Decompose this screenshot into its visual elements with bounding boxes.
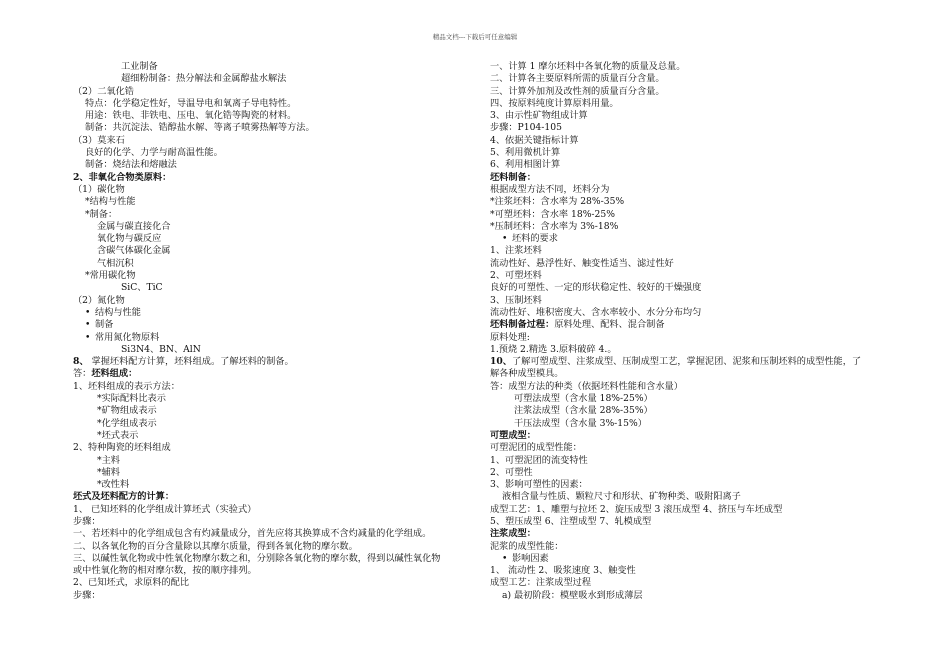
left_lines-text: 结构与性能 — [95, 306, 141, 318]
right_lines-line — [490, 295, 900, 307]
left_lines-text: 1、坯料组成的表示方法： — [73, 380, 180, 392]
left_lines-line — [73, 110, 493, 122]
right_lines-text: 3、影响可塑性的因素： — [490, 479, 588, 491]
right_lines-line — [490, 344, 900, 356]
right_lines-line — [490, 381, 900, 393]
right_lines-text: 答：成型方法的种类（依据坯料性能和含水量） — [490, 380, 683, 392]
right_lines-text: 1、注浆坯料 — [490, 245, 542, 257]
right_lines-line — [490, 467, 900, 479]
bullet-icon: • — [85, 331, 91, 343]
left_lines-text: 三、以碱性氧化物或中性氧化物摩尔数之和，分别除各氧化物的摩尔数，得到以碱性氧化物 — [73, 552, 441, 564]
right_lines-text: 液相含量与性质、颗粒尺寸和形状、矿物种类、吸附阳离子 — [502, 491, 741, 503]
left_lines-text: （1）碳化物 — [73, 183, 125, 195]
left_lines-text: *制备： — [85, 208, 118, 220]
right_lines-line — [490, 516, 900, 528]
left_lines-text: *辅料 — [97, 466, 120, 478]
left_lines-line — [73, 159, 493, 171]
right_lines-line — [490, 356, 900, 368]
left_lines-line — [73, 172, 493, 184]
right_lines-text: 解各种成型模具。 — [490, 368, 564, 380]
left_lines-text: 1、 已知坯料的化学组成计算坯式（实验式） — [73, 503, 257, 515]
left_lines-line — [73, 590, 493, 602]
right_lines-text: 影响因素 — [512, 552, 549, 564]
right_lines-line — [490, 442, 900, 454]
right_lines-line — [490, 565, 900, 577]
right_lines-text: 注浆成型： — [490, 528, 536, 540]
left_lines-line — [73, 196, 493, 208]
right_lines-line — [490, 393, 900, 405]
right_lines-text: 2、可塑性 — [490, 466, 533, 478]
left_lines-line — [73, 565, 493, 577]
left_lines-line — [73, 479, 493, 491]
left_lines-line — [73, 319, 493, 331]
bullet-icon: • — [85, 319, 91, 331]
left_lines-line — [73, 577, 493, 589]
left_lines-line — [73, 258, 493, 270]
bullet-icon: • — [502, 552, 508, 564]
left_lines-text: 常用氮化物原料 — [95, 331, 160, 343]
right_lines-text: 1、可塑泥团的流变特性 — [490, 454, 588, 466]
left_lines-line — [73, 467, 493, 479]
left_lines-line — [73, 491, 493, 503]
left_lines-text: （2）氮化物 — [73, 294, 125, 306]
left_lines-line — [73, 504, 493, 516]
left_lines-text: 2、已知坯式，求原料的配比 — [73, 577, 190, 589]
left_lines-text: *结构与性能 — [85, 196, 136, 208]
right_lines-line — [490, 528, 900, 540]
right_lines-text: 10、了解可塑成型、注浆成型、压制成型工艺，掌握泥团、泥浆和压制坯料的成型性能，了 — [490, 356, 862, 368]
left_lines-text: *矿物组成表示 — [97, 405, 157, 417]
left_lines-line — [73, 418, 493, 430]
left_lines-line — [73, 98, 493, 110]
right_lines-text: a) 最初阶段：模壁吸水到形成薄层 — [502, 589, 643, 601]
right_lines-text: 2、可塑坯料 — [490, 270, 542, 282]
page-header: 精品文档---下载后可任意编辑 — [432, 33, 518, 41]
right_lines-line — [490, 491, 900, 503]
right_lines-line — [490, 221, 900, 233]
right_lines-text: 1、 流动性 2、吸浆速度 3、触变性 — [490, 565, 636, 577]
left_lines-text: Si3N4、BN、AlN — [121, 343, 201, 355]
left_lines-text: 一、若坯料中的化学组成包含有灼减量成分，首先应将其换算成不含灼减量的化学组成。 — [73, 528, 432, 540]
right_lines-text: *压制坯料：含水率为 3%-18% — [490, 220, 619, 232]
left_lines-line — [73, 122, 493, 134]
right-column — [490, 61, 900, 602]
left_lines-text: 制备 — [95, 319, 114, 331]
left_lines-line — [73, 209, 493, 221]
bullet-icon: • — [502, 233, 508, 245]
right_lines-text: 步骤：P104-105 — [490, 122, 562, 134]
left_lines-line — [73, 553, 493, 565]
left_lines-text: *坯式表示 — [97, 429, 139, 441]
right_lines-line — [490, 307, 900, 319]
left_lines-text: 含碳气体碳化金属 — [97, 245, 171, 257]
left_lines-text: 良好的化学、力学与耐高温性能。 — [85, 147, 223, 159]
left_lines-line — [73, 430, 493, 442]
left_lines-line — [73, 332, 493, 344]
right_lines-line — [490, 98, 900, 110]
left_lines-line — [73, 307, 493, 319]
left_lines-line — [73, 516, 493, 528]
right_lines-text: 5、利用微机计算 — [490, 147, 561, 159]
right_lines-line — [490, 245, 900, 257]
right_lines-line — [490, 135, 900, 147]
right_lines-line — [490, 61, 900, 73]
right_lines-line — [490, 541, 900, 553]
right_lines-text: 注浆法成型（含水量 28%-35%） — [514, 405, 653, 417]
right_lines-line — [490, 184, 900, 196]
left_lines-text: 或中性氧化物的相对摩尔数，按的顺序排列。 — [73, 565, 257, 577]
right_lines-line — [490, 504, 900, 516]
left_lines-line — [73, 184, 493, 196]
left_lines-line — [73, 528, 493, 540]
left_lines-text: 特点：化学稳定性好，导温导电和氧离子导电特性。 — [85, 97, 297, 109]
left-column — [73, 61, 493, 602]
right_lines-line — [490, 405, 900, 417]
right_lines-text: 可塑成型： — [490, 429, 536, 441]
right_lines-text: 三、计算外加剂及改性剂的质量百分含量。 — [490, 85, 665, 97]
left_lines-line — [73, 233, 493, 245]
right_lines-text: *可塑坯料：含水率 18%-25% — [490, 208, 615, 220]
right_lines-line — [490, 122, 900, 134]
right_lines-line — [490, 479, 900, 491]
left_lines-line — [73, 455, 493, 467]
right_lines-text: 坯料的要求 — [512, 233, 558, 245]
left_lines-text: SiC、TiC — [121, 282, 163, 294]
right_lines-line — [490, 172, 900, 184]
left_lines-line — [73, 86, 493, 98]
left_lines-line — [73, 61, 493, 73]
left_lines-line — [73, 442, 493, 454]
right_lines-text: 可塑泥团的成型性能： — [490, 442, 582, 454]
right_lines-text: 1.预烧 2.精选 3.原料破碎 4.。 — [490, 343, 617, 355]
right_lines-text: 泥浆的成型性能： — [490, 540, 564, 552]
left_lines-text: 气相沉积 — [97, 257, 134, 269]
left_lines-text: 2、特种陶瓷的坯料组成 — [73, 442, 171, 454]
left_lines-text: 工业制备 — [121, 61, 158, 72]
bullet-icon: • — [85, 306, 91, 318]
right_lines-line — [490, 430, 900, 442]
right_lines-line — [490, 270, 900, 282]
left_lines-line — [73, 381, 493, 393]
right_lines-line — [490, 147, 900, 159]
left_lines-text: 超细粉制备：热分解法和金属醇盐水解法 — [121, 73, 287, 85]
right_lines-text: 根据成型方法不同，坯料分为 — [490, 183, 610, 195]
left_lines-line — [73, 356, 493, 368]
left_lines-text: 氧化物与碳反应 — [97, 233, 162, 245]
left_lines-text: *主料 — [97, 454, 120, 466]
right_lines-text: 3、由示性矿物组成计算 — [490, 110, 588, 122]
right_lines-text: 干压法成型（含水量 3%-15%） — [514, 417, 647, 429]
right_lines-text: 可塑法成型（含水量 18%-25%） — [514, 393, 653, 405]
right_lines-line — [490, 258, 900, 270]
left_lines-line — [73, 221, 493, 233]
right_lines-line — [490, 332, 900, 344]
right_lines-text: 6、利用相图计算 — [490, 159, 561, 171]
left_lines-line — [73, 245, 493, 257]
left_lines-text: *化学组成表示 — [97, 417, 157, 429]
left_lines-text: （3）莫来石 — [73, 134, 125, 146]
right_lines-text: 4、依据关键指标计算 — [490, 134, 579, 146]
left_lines-line — [73, 541, 493, 553]
left_lines-line — [73, 73, 493, 85]
left_lines-text: 步骤： — [73, 589, 101, 601]
right_lines-line — [490, 319, 900, 331]
right_lines-text: 流动性好、堆积密度大、含水率较小、水分分布均匀 — [490, 306, 702, 318]
left_lines-line — [73, 344, 493, 356]
right_lines-text: 5、塑压成型 6、注塑成型 7、轧模成型 — [490, 515, 652, 527]
right_lines-line — [490, 233, 900, 245]
right_lines-line — [490, 86, 900, 98]
right_lines-line — [490, 209, 900, 221]
left_lines-line — [73, 368, 493, 380]
right_lines-text: 成型工艺：1、雕塑与拉坯 2、旋压成型 3 滚压成型 4、挤压与车坯成型 — [490, 503, 783, 515]
left_lines-text: （2）二氧化锆 — [73, 85, 134, 97]
left_lines-text: 8、 掌握坯料配方计算，坯料组成。了解坯料的制备。 — [73, 356, 294, 368]
right_lines-line — [490, 455, 900, 467]
right_lines-line — [490, 590, 900, 602]
right_lines-text: 坯料制备： — [490, 171, 536, 183]
right_lines-text: 四、按原料纯度计算原料用量。 — [490, 97, 619, 109]
left_lines-text: 二、以各氧化物的百分含量除以其摩尔质量，得到各氧化物的摩尔数。 — [73, 540, 358, 552]
right_lines-line — [490, 553, 900, 565]
left_lines-line — [73, 270, 493, 282]
left_lines-text: 2、非氧化合物类原料： — [73, 171, 172, 183]
right_lines-text: *注浆坯料：含水率为 28%-35% — [490, 196, 625, 208]
left_lines-text: *实际配料比表示 — [97, 393, 166, 405]
right_lines-line — [490, 418, 900, 430]
right_lines-line — [490, 368, 900, 380]
left_lines-text: *改性料 — [97, 479, 130, 491]
right_lines-text: 二、计算各主要原料所需的质量百分含量。 — [490, 73, 665, 85]
left_lines-text: 金属与碳直接化合 — [97, 220, 171, 232]
right_lines-text: 流动性好、悬浮性好、触变性适当、滤过性好 — [490, 257, 674, 269]
left_lines-line — [73, 135, 493, 147]
right_lines-text: 坯料制备过程：原料处理、配料、混合制备 — [490, 319, 665, 331]
left_lines-text: 步骤： — [73, 515, 101, 527]
left_lines-text: *常用碳化物 — [85, 270, 136, 282]
left_lines-text: 制备：烧结法和熔融法 — [85, 159, 177, 171]
left_lines-line — [73, 282, 493, 294]
left_lines-text: 用途：铁电、非铁电、压电、氧化锆等陶瓷的材料。 — [85, 110, 297, 122]
right_lines-line — [490, 196, 900, 208]
left_lines-line — [73, 295, 493, 307]
left_lines-line — [73, 147, 493, 159]
right_lines-line — [490, 159, 900, 171]
right_lines-text: 原料处理: — [490, 331, 530, 343]
right_lines-text: 一、计算 1 摩尔坯料中各氧化物的质量及总量。 — [490, 61, 686, 72]
right_lines-text: 成型工艺：注浆成型过程 — [490, 577, 592, 589]
left_lines-text: 坯式及坯料配方的计算： — [73, 491, 175, 503]
right_lines-line — [490, 577, 900, 589]
right_lines-line — [490, 110, 900, 122]
right_lines-text: 良好的可塑性、一定的形状稳定性、较好的干燥强度 — [490, 282, 702, 294]
left_lines-line — [73, 405, 493, 417]
right_lines-text: 3、压制坯料 — [490, 294, 542, 306]
left_lines-text: 答：坯料组成： — [73, 368, 138, 380]
left_lines-line — [73, 393, 493, 405]
right_lines-line — [490, 282, 900, 294]
right_lines-line — [490, 73, 900, 85]
left_lines-text: 制备：共沉淀法、锆醇盐水解、等离子喷雾热解等方法。 — [85, 122, 315, 134]
